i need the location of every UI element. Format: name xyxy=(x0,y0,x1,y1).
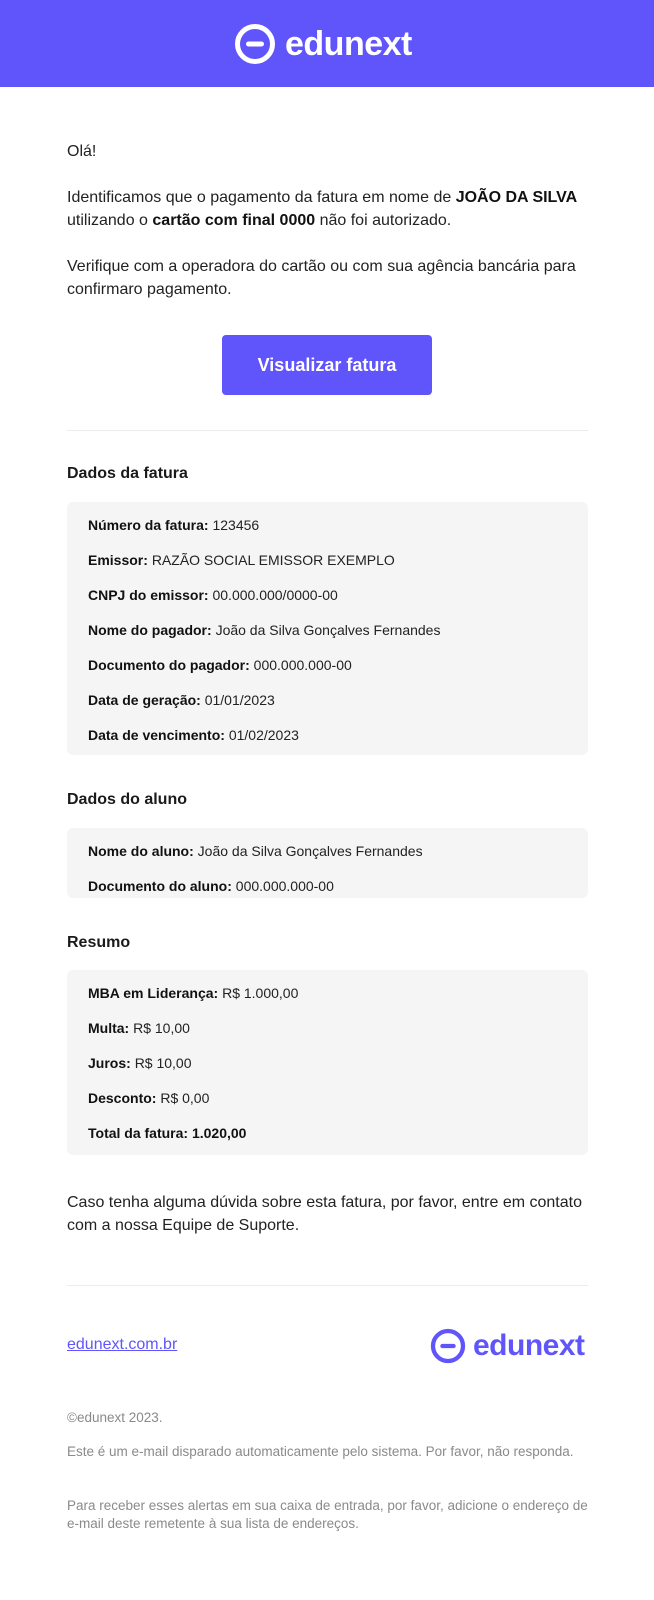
student-row: Documento do aluno: 000.000.000-00 xyxy=(88,878,334,894)
summary-total-row: Total da fatura: 1.020,00 xyxy=(88,1125,247,1141)
edunext-logo-icon xyxy=(234,23,276,65)
instruction-text: Verifique com a operadora do cartão ou com sua agência bancária para confirmaro pagamento. xyxy=(67,258,576,298)
invoice-row: Número da fatura: 123456 xyxy=(88,517,260,533)
footer-logo xyxy=(430,1328,585,1364)
invoice-row: CNPJ do emissor: 00.000.000/0000-00 xyxy=(88,587,338,603)
header-brand-text: edunext xyxy=(285,25,412,63)
student-details-box xyxy=(67,828,588,898)
invoice-row: Emissor: RAZÃO SOCIAL EMISSOR EXEMPLO xyxy=(88,552,395,568)
summary-section-title: Resumo xyxy=(67,934,131,951)
auto-notice-text: Este é um e-mail disparado automaticamente pelo sistema. Por favor, não responda. xyxy=(67,1444,574,1459)
support-text: Caso tenha alguma dúvida sobre esta fatura, por favor, entre em contato com a nossa Equipe de Suporte. xyxy=(67,1194,582,1234)
divider xyxy=(67,430,588,431)
email-header xyxy=(0,0,654,87)
card-info: cartão com final 0000 xyxy=(152,212,316,229)
message-part-2: utilizando o xyxy=(67,212,153,229)
edunext-logo-icon xyxy=(430,1328,466,1364)
invoice-row: Data de geração: 01/01/2023 xyxy=(88,692,275,708)
invoice-row: Nome do pagador: João da Silva Gonçalves Fernandes xyxy=(88,622,441,638)
summary-row: Desconto: R$ 0,00 xyxy=(88,1090,210,1106)
website-link[interactable]: edunext.com.br xyxy=(67,1336,178,1353)
invoice-row: Documento do pagador: 000.000.000-00 xyxy=(88,657,352,673)
message-part-3: não foi autorizado. xyxy=(315,212,452,229)
view-invoice-button[interactable]: Visualizar fatura xyxy=(222,335,432,395)
footer-brand-text: edunext xyxy=(473,1329,585,1362)
student-section-title: Dados do aluno xyxy=(67,791,187,808)
summary-box xyxy=(67,970,588,1155)
invoice-details-box xyxy=(67,502,588,755)
invoice-section-title: Dados da fatura xyxy=(67,465,188,482)
payer-name: JOÃO DA SILVA xyxy=(455,189,578,206)
message-part-1: Identificamos que o pagamento da fatura em nome de xyxy=(67,189,456,206)
copyright-text: ©edunext 2023. xyxy=(67,1410,163,1425)
summary-row: Multa: R$ 10,00 xyxy=(88,1020,190,1036)
header-logo xyxy=(234,23,412,65)
invoice-row: Data de vencimento: 01/02/2023 xyxy=(88,727,299,743)
student-row: Nome do aluno: João da Silva Gonçalves Fernandes xyxy=(88,843,423,859)
address-notice-text: Para receber esses alertas em sua caixa de entrada, por favor, adicione o endereço de e-mail deste remetente à sua lista de endereços. xyxy=(67,1498,588,1531)
footer-divider xyxy=(67,1285,588,1286)
summary-row: Juros: R$ 10,00 xyxy=(88,1055,192,1071)
greeting: Olá! xyxy=(67,143,97,160)
payment-message xyxy=(67,186,588,232)
summary-row: MBA em Liderança: R$ 1.000,00 xyxy=(88,985,299,1001)
